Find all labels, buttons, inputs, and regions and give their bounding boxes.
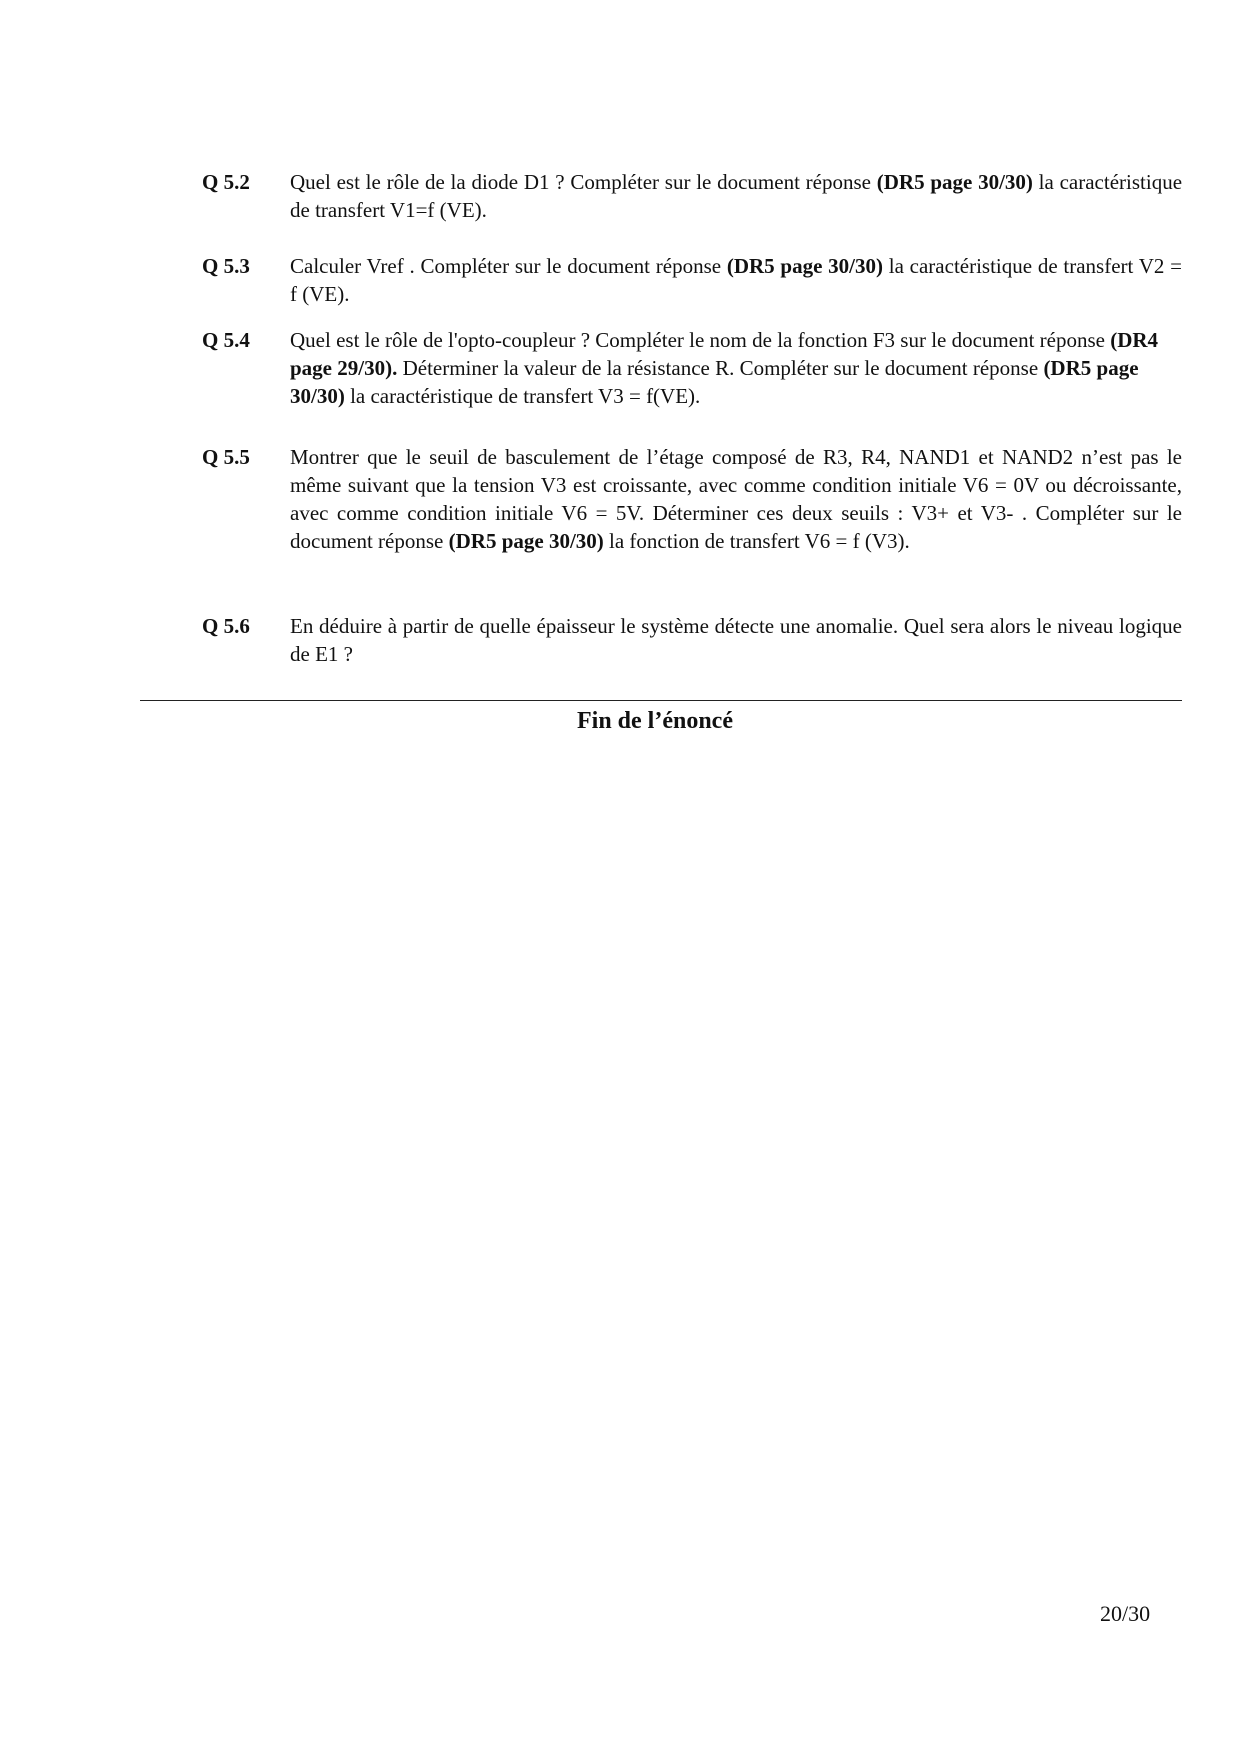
question-5-4 <box>202 326 1182 410</box>
question-label: Q 5.5 <box>202 445 250 469</box>
text-run: la caractéristique de transfert V1=f (VE). <box>290 170 1183 222</box>
question-label: Q 5.3 <box>202 254 250 278</box>
question-text <box>290 168 1182 224</box>
text-run: Quel est le rôle de la diode D1 ? Compléter sur le document réponse <box>290 170 877 194</box>
text-run: En déduire à partir de quelle épaisseur le système détecte une anomalie. Quel sera alors le niveau logique de E1 ? <box>290 614 1182 666</box>
text-run: la fonction de transfert V6 = f (V3). <box>603 529 910 553</box>
question-5-3 <box>202 252 1182 308</box>
answer-sheet-reference: (DR5 page 30/30) <box>876 170 1033 194</box>
question-text <box>290 252 1182 308</box>
text-run: Montrer que le seuil de basculement de l’étage composé de R3, R4, NAND1 et NAND2 n’est pas le même suivant que la tension V3 est croissante, avec comme condition initiale V6 = 0V ou décroissante, avec comme condition initiale V6 = 5V. Déterminer ces deux seuils : V3+ et V3- . Compléter sur le document réponse <box>290 445 1182 553</box>
question-text <box>290 326 1182 410</box>
page-number: 20/30 <box>1100 1601 1151 1626</box>
answer-sheet-reference: (DR5 page 30/30) <box>290 356 1139 408</box>
question-label: Q 5.4 <box>202 328 250 352</box>
text-run: Calculer Vref . Compléter sur le document réponse <box>290 254 727 278</box>
text-run: Quel est le rôle de l'opto-coupleur ? Compléter le nom de la fonction F3 sur le document réponse <box>290 328 1111 352</box>
question-text <box>290 612 1182 668</box>
end-of-statement-title: Fin de l’énoncé <box>577 708 733 734</box>
text-run: la caractéristique de transfert V2 = f (VE). <box>290 254 1183 306</box>
question-5-2 <box>202 168 1182 224</box>
question-label: Q 5.6 <box>202 614 250 638</box>
question-label: Q 5.2 <box>202 170 250 194</box>
question-5-6 <box>202 612 1182 668</box>
answer-sheet-reference: (DR5 page 30/30) <box>448 529 604 553</box>
answer-sheet-reference: (DR4 page 29/30). <box>290 328 1159 380</box>
text-run: la caractéristique de transfert V3 = f(VE). <box>344 384 701 408</box>
question-5-5 <box>202 443 1182 555</box>
horizontal-divider <box>140 700 1182 701</box>
answer-sheet-reference: (DR5 page 30/30) <box>726 254 883 278</box>
question-text <box>290 443 1182 555</box>
text-run: Déterminer la valeur de la résistance R. Compléter sur le document réponse <box>397 356 1044 380</box>
